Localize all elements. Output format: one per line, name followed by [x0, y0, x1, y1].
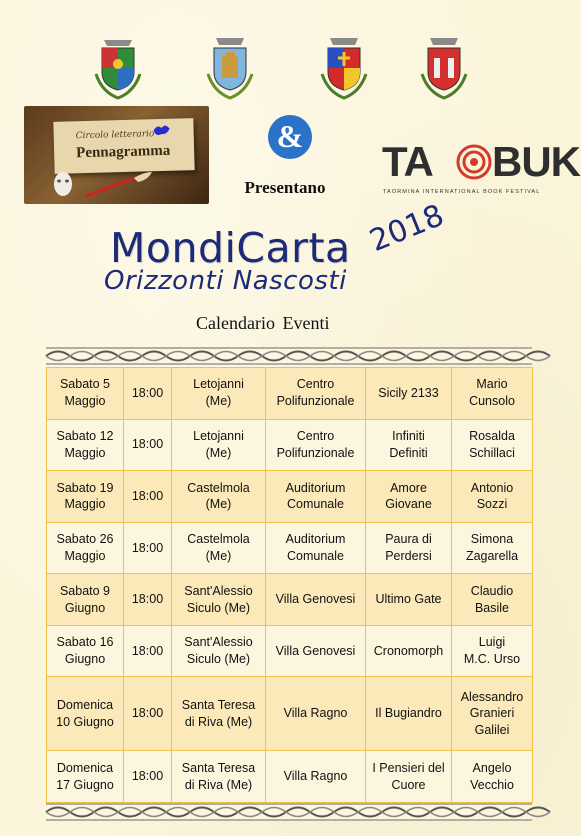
event-book	[366, 368, 452, 420]
event-author-line: Rosalda	[469, 428, 515, 443]
pennagramma-small-label: Circolo letterario	[75, 129, 155, 142]
event-venue	[266, 471, 366, 523]
event-place-line: Letojanni	[193, 428, 244, 443]
event-time-line: 18:00	[131, 592, 164, 607]
event-author	[452, 368, 533, 420]
event-place-line: Siculo (Me)	[186, 652, 251, 667]
event-place-line: Sant'Alessio	[184, 583, 253, 598]
event-place-line: Castelmola	[187, 532, 250, 547]
event-date-line: Sabato 16	[56, 635, 114, 650]
event-place-line: Sant'Alessio	[184, 635, 253, 650]
ampersand-logo-icon	[267, 114, 313, 160]
event-author-line: Mario	[476, 377, 508, 392]
crest-icon-santateresa	[420, 34, 468, 104]
event-date	[47, 419, 124, 471]
table-row	[47, 677, 533, 751]
event-book-line: Definiti	[389, 445, 428, 460]
event-date-line: Sabato 9	[59, 583, 111, 598]
presenter-label: Presentano	[244, 178, 326, 197]
event-time	[124, 419, 172, 471]
event-time	[124, 471, 172, 523]
taobuk-subtitle: TAORMINA INTERNATIONAL BOOK FESTIVAL	[383, 189, 541, 195]
event-author-line: Zagarella	[465, 548, 519, 563]
event-venue-line: Comunale	[287, 548, 344, 563]
event-author-line: Granieri	[469, 706, 515, 721]
event-venue	[266, 522, 366, 574]
event-book	[366, 522, 452, 574]
event-place	[172, 751, 266, 803]
event-author-line: Vecchio	[470, 777, 514, 792]
event-venue-line: Comunale	[287, 497, 344, 512]
table-row	[47, 625, 533, 677]
event-place	[172, 625, 266, 677]
event-place-line: Santa Teresa	[181, 760, 256, 775]
event-place-line: (Me)	[205, 548, 232, 563]
svg-text:TA: TA	[382, 138, 433, 185]
event-time	[124, 522, 172, 574]
event-author-line: Luigi	[478, 635, 506, 650]
event-time	[124, 574, 172, 626]
event-date-line: Maggio	[64, 497, 106, 512]
event-date-line: Sabato 19	[56, 480, 114, 495]
event-author	[452, 574, 533, 626]
event-place	[172, 368, 266, 420]
event-date-line: 10 Giugno	[56, 714, 114, 729]
event-time	[124, 368, 172, 420]
taobuk-wordmark	[380, 130, 580, 190]
event-venue-line: Villa Genovesi	[275, 592, 356, 607]
event-author-line: Cunsolo	[469, 394, 515, 409]
event-venue	[266, 419, 366, 471]
event-venue-line: Villa Ragno	[283, 706, 348, 721]
event-date-line: 17 Giugno	[56, 777, 114, 792]
event-date-line: Giugno	[64, 652, 106, 667]
event-book-line: Cuore	[391, 777, 426, 792]
event-date-line: Sabato 26	[56, 532, 114, 547]
table-row	[47, 368, 533, 420]
event-time-line: 18:00	[131, 385, 164, 400]
event-date	[47, 471, 124, 523]
event-author-line: Alessandro	[460, 689, 524, 704]
event-place	[172, 677, 266, 751]
event-book	[366, 751, 452, 803]
event-book-line: Cronomorph	[373, 643, 444, 658]
event-place-line: (Me)	[205, 445, 232, 460]
event-date-line: Domenica	[56, 698, 114, 712]
event-date-line: Giugno	[64, 600, 106, 615]
pennagramma-name: Pennagramma	[75, 142, 171, 162]
event-date	[47, 751, 124, 803]
event-place	[172, 574, 266, 626]
event-book	[366, 574, 452, 626]
event-date-line: Sabato 12	[56, 428, 114, 443]
event-book-line: Amore	[390, 480, 427, 495]
event-time	[124, 677, 172, 751]
event-book	[366, 677, 452, 751]
event-venue	[266, 677, 366, 751]
events-table	[46, 367, 533, 803]
event-venue-line: Centro	[296, 428, 335, 443]
event-book-line: Paura di	[385, 532, 432, 547]
event-place	[172, 522, 266, 574]
table-row	[47, 471, 533, 523]
event-date	[47, 625, 124, 677]
event-place-line: (Me)	[205, 497, 232, 512]
event-date-line: Maggio	[64, 445, 106, 460]
event-date-line: Domenica	[56, 760, 114, 775]
svg-text:&: &	[276, 118, 304, 154]
event-time-line: 18:00	[131, 488, 164, 503]
mask-icon	[52, 170, 74, 198]
event-time-line: 18:00	[131, 769, 164, 784]
crest-icon-santalessio	[320, 34, 368, 104]
event-date-line: Maggio	[64, 394, 106, 409]
event-place-line: Santa Teresa	[181, 698, 256, 712]
event-venue	[266, 625, 366, 677]
event-place-line: di Riva (Me)	[184, 714, 253, 729]
decorative-border-bottom	[46, 803, 532, 821]
event-book	[366, 471, 452, 523]
event-place-line: Letojanni	[193, 377, 244, 392]
event-time-line: 18:00	[131, 643, 164, 658]
event-book	[366, 625, 452, 677]
event-date-line: Maggio	[64, 548, 106, 563]
table-row	[47, 522, 533, 574]
event-date	[47, 368, 124, 420]
event-time	[124, 625, 172, 677]
event-author-line: Angelo	[472, 760, 512, 775]
event-author-line: Sozzi	[476, 497, 508, 512]
event-title	[100, 197, 500, 310]
event-book-line: Ultimo Gate	[375, 592, 442, 607]
event-time	[124, 751, 172, 803]
events-table-body	[47, 368, 533, 803]
event-venue-line: Villa Genovesi	[275, 643, 356, 658]
pennagramma-card	[53, 118, 194, 174]
event-author	[452, 419, 533, 471]
event-author-line: Simona	[470, 532, 514, 547]
event-venue-line: Polifunzionale	[276, 445, 355, 460]
crest-icon-castelmola	[206, 34, 254, 104]
title-subtitle: Orizzonti Nascosti	[104, 266, 347, 296]
event-venue	[266, 574, 366, 626]
event-book-line: Perdersi	[385, 548, 432, 563]
event-place-line: di Riva (Me)	[184, 777, 253, 792]
event-author	[452, 751, 533, 803]
event-book	[366, 419, 452, 471]
event-author	[452, 522, 533, 574]
ink-splash-icon	[151, 123, 171, 138]
event-place-line: (Me)	[205, 394, 232, 409]
event-time-line: 18:00	[131, 437, 164, 452]
event-date	[47, 522, 124, 574]
event-author-line: Basile	[474, 600, 510, 615]
event-place-line: Castelmola	[187, 480, 250, 495]
event-venue-line: Auditorium	[285, 480, 346, 495]
event-book-line: Il Bugiandro	[375, 706, 442, 721]
event-time-line: 18:00	[131, 706, 164, 721]
event-book-line: Infiniti	[392, 428, 425, 443]
svg-text:BUK: BUK	[492, 138, 580, 185]
section-label: Calendario Eventi	[196, 313, 330, 333]
event-author	[452, 677, 533, 751]
quill-pen-icon	[84, 170, 154, 200]
event-date	[47, 574, 124, 626]
event-time-line: 18:00	[131, 540, 164, 555]
table-row	[47, 574, 533, 626]
event-book-line: Sicily 2133	[378, 385, 439, 400]
decorative-border-top	[46, 347, 532, 365]
table-row	[47, 751, 533, 803]
event-place	[172, 471, 266, 523]
event-author	[452, 471, 533, 523]
event-date-line: Sabato 5	[59, 377, 111, 392]
pennagramma-logo	[24, 106, 209, 204]
event-venue-line: Auditorium	[285, 532, 346, 547]
taobuk-logo	[380, 130, 580, 205]
event-venue-line: Polifunzionale	[276, 394, 355, 409]
event-place	[172, 419, 266, 471]
event-author-line: M.C. Urso	[463, 652, 521, 667]
event-place-line: Siculo (Me)	[186, 600, 251, 615]
event-venue-line: Villa Ragno	[283, 769, 348, 784]
event-author-line: Antonio	[470, 480, 514, 495]
title-year: 2018	[364, 197, 449, 259]
event-date	[47, 677, 124, 751]
table-row	[47, 419, 533, 471]
event-venue-line: Centro	[296, 377, 335, 392]
event-book-line: I Pensieri del	[372, 760, 445, 775]
event-venue	[266, 368, 366, 420]
event-book-line: Giovane	[385, 497, 432, 512]
event-venue	[266, 751, 366, 803]
event-author	[452, 625, 533, 677]
event-author-line: Schillaci	[469, 445, 515, 460]
event-author-line: Galilei	[474, 723, 510, 738]
event-author-line: Claudio	[470, 583, 514, 598]
crest-icon-letojanni	[94, 34, 142, 104]
title-main: MondiCarta	[110, 224, 351, 272]
